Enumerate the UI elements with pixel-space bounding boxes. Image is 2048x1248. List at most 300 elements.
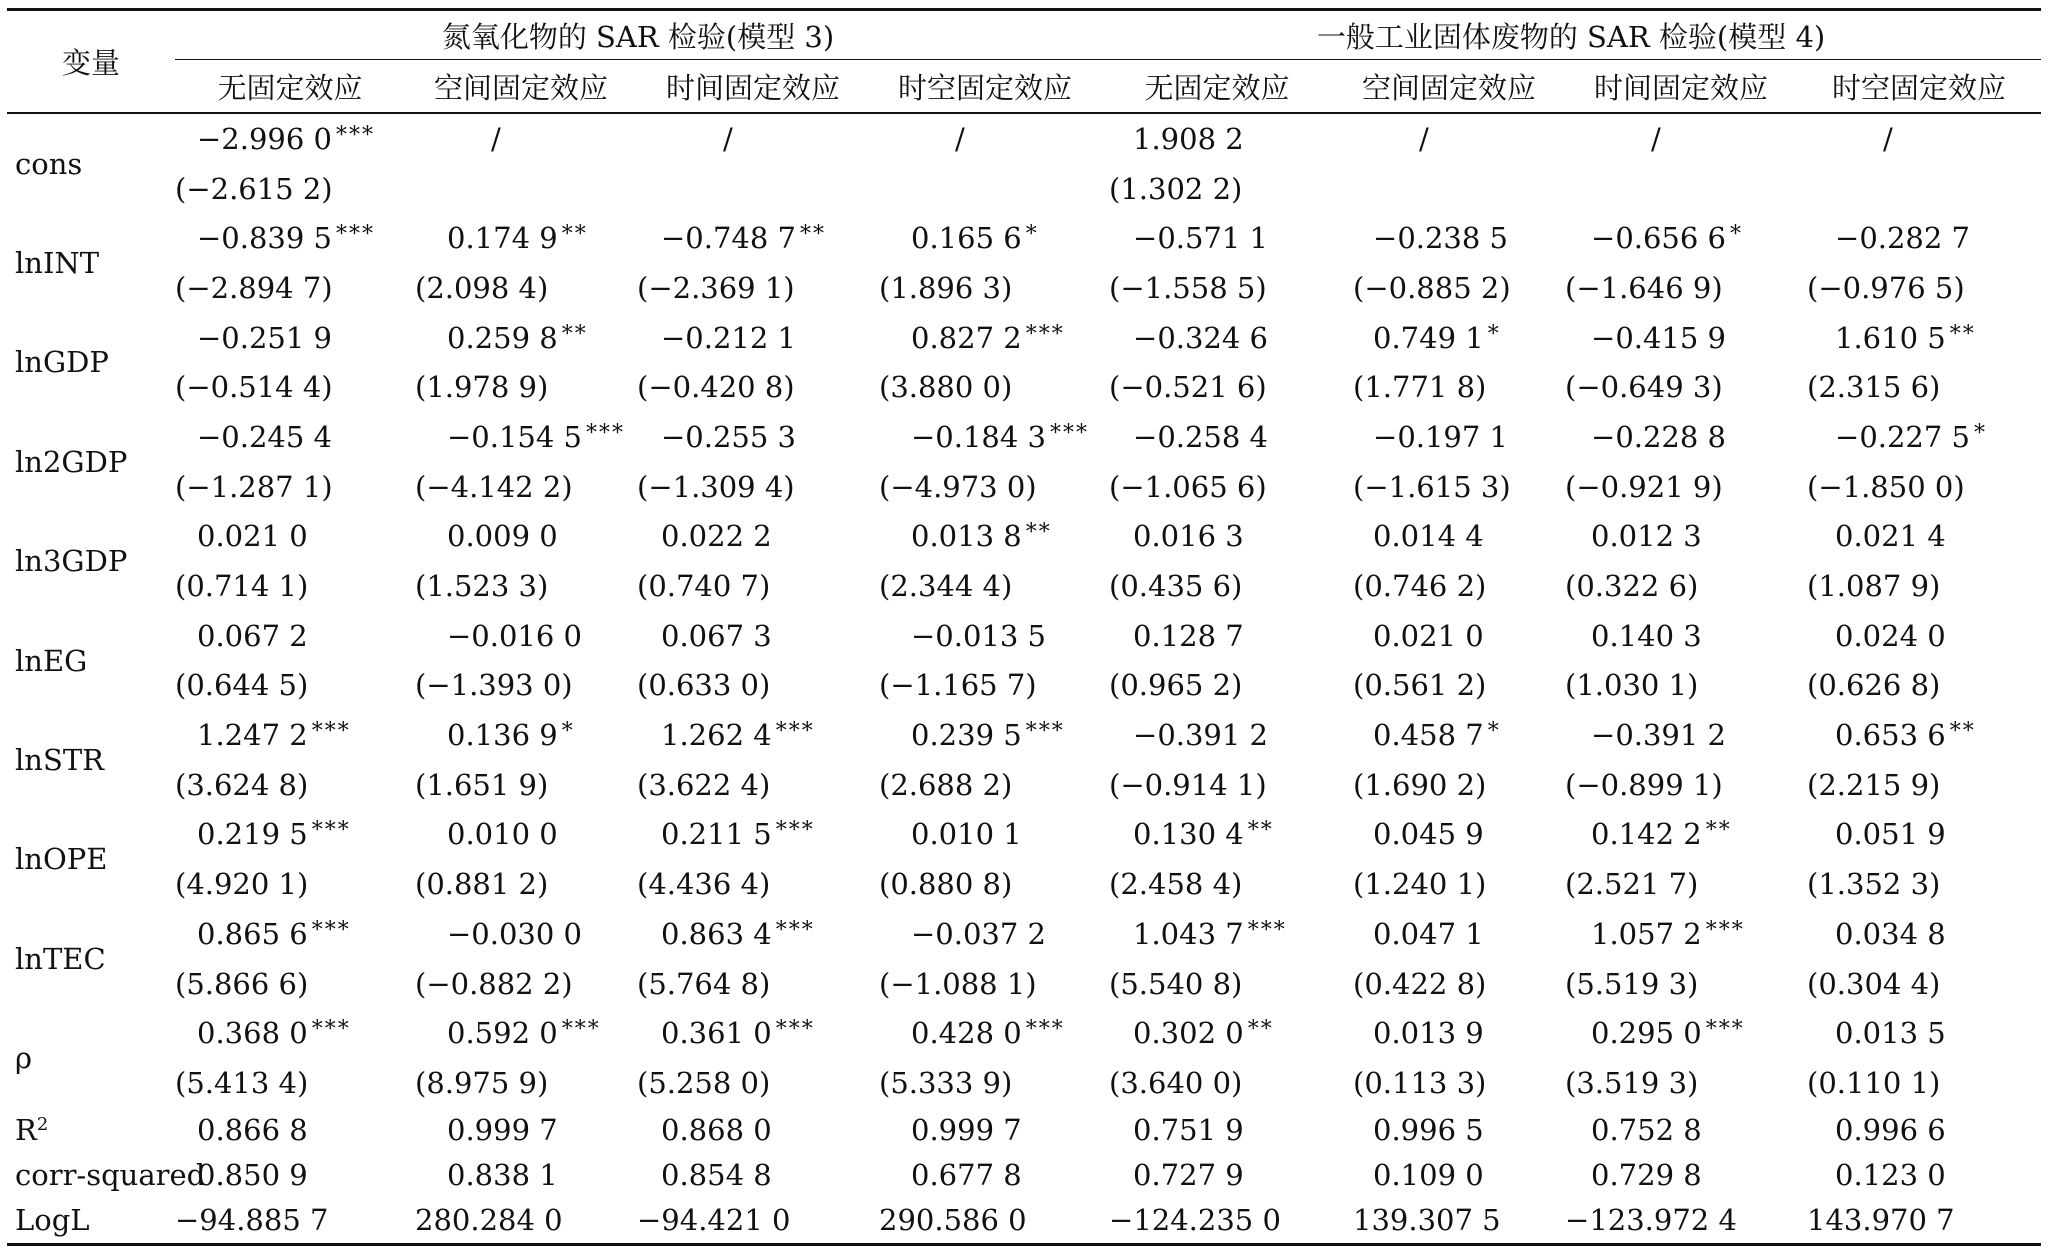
t-stat-cell <box>1101 760 1333 810</box>
significance-stars: *** <box>775 1017 815 1043</box>
t-stat-value: (−0.649 3) <box>1565 370 1723 405</box>
coef-value: −0.228 8 <box>1591 419 1727 454</box>
coef-value: 0.010 0 <box>447 817 558 852</box>
coef-cell <box>869 412 1101 462</box>
row-label: lnOPE <box>15 842 108 877</box>
table-row <box>7 859 2041 909</box>
stat-value: 0.850 9 <box>197 1158 308 1193</box>
stat-value: 0.752 8 <box>1591 1113 1702 1148</box>
stat-value: 0.123 0 <box>1835 1158 1946 1193</box>
stat-value: 0.999 7 <box>447 1113 558 1148</box>
t-stat-cell <box>175 462 405 512</box>
subheader-1: 空间固定效应 <box>433 70 608 105</box>
t-stat-cell <box>1333 959 1565 1009</box>
coef-cell <box>1101 1008 1333 1058</box>
coef-cell <box>869 810 1101 860</box>
significance-stars: *** <box>1025 1017 1065 1043</box>
coef-value: 0.863 4 <box>661 916 772 951</box>
t-stat-value: (4.920 1) <box>175 867 309 902</box>
t-stat-cell <box>637 760 869 810</box>
t-stat-cell <box>405 263 637 313</box>
t-stat-cell <box>1101 859 1333 909</box>
coef-value: 0.239 5 <box>911 718 1022 753</box>
t-stat-cell <box>405 959 637 1009</box>
coef-value: −0.154 5 <box>447 419 582 454</box>
t-stat-value: (1.352 3) <box>1807 867 1941 902</box>
significance-stars: * <box>1974 420 1988 446</box>
coef-cell <box>405 412 637 462</box>
t-stat-value: (−1.088 1) <box>879 966 1037 1001</box>
coef-value: 0.013 5 <box>1835 1016 1946 1051</box>
coef-cell <box>175 113 405 164</box>
stat-value: 143.970 7 <box>1807 1203 1955 1238</box>
t-stat-cell <box>1333 164 1565 214</box>
significance-stars: ** <box>1949 321 1976 347</box>
table-row <box>7 263 2041 313</box>
t-stat-cell <box>869 760 1101 810</box>
coef-value: / <box>1651 121 1661 156</box>
t-stat-cell <box>175 959 405 1009</box>
coef-cell <box>1565 909 1797 959</box>
stat-value: −124.235 0 <box>1109 1203 1281 1238</box>
stat-value: 0.677 8 <box>911 1158 1022 1193</box>
stat-label <box>7 1108 175 1153</box>
coef-value: 0.012 3 <box>1591 519 1702 554</box>
t-stat-value: (0.561 2) <box>1353 668 1487 703</box>
coef-cell <box>175 512 405 562</box>
t-stat-value: (−2.369 1) <box>637 270 795 305</box>
coef-value: −0.030 0 <box>447 916 582 951</box>
coef-cell <box>637 909 869 959</box>
coef-cell <box>1565 710 1797 760</box>
coef-cell <box>175 1008 405 1058</box>
stat-value: 0.866 8 <box>197 1113 308 1148</box>
t-stat-value: (−0.914 1) <box>1109 767 1267 802</box>
significance-stars: *** <box>1025 321 1065 347</box>
t-stat-cell <box>869 164 1101 214</box>
t-stat-cell <box>1101 959 1333 1009</box>
coef-cell <box>1797 810 2041 860</box>
coef-value: 1.247 2 <box>197 718 308 753</box>
stat-value: 0.996 5 <box>1373 1113 1484 1148</box>
coef-value: 0.142 2 <box>1591 817 1702 852</box>
table-row <box>7 313 2041 363</box>
coef-value: −2.996 0 <box>197 121 332 156</box>
coef-value: 0.592 0 <box>447 1016 558 1051</box>
coef-cell <box>1333 213 1565 263</box>
t-stat-cell <box>1565 362 1797 412</box>
subheader-0: 无固定效应 <box>217 70 363 105</box>
t-stat-cell <box>1101 462 1333 512</box>
coef-cell <box>869 213 1101 263</box>
significance-stars: *** <box>775 917 815 943</box>
subheader-5: 空间固定效应 <box>1362 70 1537 105</box>
t-stat-value: (1.523 3) <box>415 569 549 604</box>
coef-value: 0.219 5 <box>197 817 308 852</box>
coef-cell <box>1797 412 2041 462</box>
t-stat-cell <box>637 661 869 711</box>
t-stat-cell <box>869 959 1101 1009</box>
row-label: ln2GDP <box>15 444 128 479</box>
t-stat-value: (0.422 8) <box>1353 966 1487 1001</box>
t-stat-cell <box>1797 263 2041 313</box>
t-stat-value: (2.344 4) <box>879 569 1013 604</box>
t-stat-cell <box>637 859 869 909</box>
row-label: lnTEC <box>15 941 106 976</box>
t-stat-value: (−1.065 6) <box>1109 469 1267 504</box>
coef-cell <box>637 213 869 263</box>
stat-label <box>7 1153 206 1198</box>
t-stat-value: (3.624 8) <box>175 767 309 802</box>
significance-stars: *** <box>311 818 351 844</box>
t-stat-cell <box>869 1058 1101 1108</box>
row-label: lnSTR <box>15 742 104 777</box>
t-stat-value: (−1.646 9) <box>1565 270 1723 305</box>
coef-cell <box>1101 611 1333 661</box>
coef-value: 0.045 9 <box>1373 817 1484 852</box>
coef-value: 0.067 3 <box>661 618 772 653</box>
t-stat-cell <box>1101 362 1333 412</box>
t-stat-value: (1.240 1) <box>1353 867 1487 902</box>
table-row <box>7 412 2041 462</box>
t-stat-value: (−4.973 0) <box>879 469 1037 504</box>
t-stat-value: (0.965 2) <box>1109 668 1243 703</box>
coef-value: 0.130 4 <box>1133 817 1244 852</box>
significance-stars: ** <box>1247 1017 1274 1043</box>
t-stat-value: (0.113 3) <box>1353 1065 1487 1100</box>
table-row <box>7 462 2041 512</box>
t-stat-cell <box>1333 859 1565 909</box>
coef-cell <box>405 313 637 363</box>
coef-value: 0.047 1 <box>1373 916 1484 951</box>
coef-value: 1.057 2 <box>1591 916 1702 951</box>
coef-cell <box>869 909 1101 959</box>
t-stat-value: (−0.521 6) <box>1109 370 1267 405</box>
t-stat-value: (5.519 3) <box>1565 966 1699 1001</box>
coef-cell <box>1101 909 1333 959</box>
t-stat-value: (−0.882 2) <box>415 966 573 1001</box>
stat-value: 0.999 7 <box>911 1113 1022 1148</box>
significance-stars: ** <box>1705 818 1732 844</box>
coef-cell <box>1797 213 2041 263</box>
t-stat-cell <box>637 561 869 611</box>
significance-stars: *** <box>311 917 351 943</box>
coef-value: 1.908 2 <box>1133 121 1244 156</box>
coef-cell <box>1101 412 1333 462</box>
t-stat-cell <box>175 1058 405 1108</box>
t-stat-cell <box>869 362 1101 412</box>
coef-cell <box>637 313 869 363</box>
coef-cell <box>1797 909 2041 959</box>
t-stat-value: (−1.850 0) <box>1807 469 1965 504</box>
coef-cell <box>1101 113 1333 164</box>
t-stat-value: (5.866 6) <box>175 966 309 1001</box>
coef-cell <box>1101 213 1333 263</box>
t-stat-value: (0.881 2) <box>415 867 549 902</box>
t-stat-cell <box>1333 561 1565 611</box>
table-row <box>7 362 2041 412</box>
t-stat-cell <box>1797 164 2041 214</box>
subheader-7: 时空固定效应 <box>1832 70 2007 105</box>
t-stat-cell <box>1797 859 2041 909</box>
t-stat-cell <box>869 661 1101 711</box>
significance-stars: *** <box>311 1017 351 1043</box>
stat-value: 0.854 8 <box>661 1158 772 1193</box>
coef-value: 0.361 0 <box>661 1016 772 1051</box>
t-stat-cell <box>1333 1058 1565 1108</box>
coef-cell <box>637 113 869 164</box>
coef-cell <box>175 810 405 860</box>
t-stat-cell <box>405 1058 637 1108</box>
coef-cell <box>405 213 637 263</box>
coef-cell <box>1565 611 1797 661</box>
t-stat-cell <box>637 959 869 1009</box>
t-stat-cell <box>405 561 637 611</box>
coef-cell <box>405 810 637 860</box>
t-stat-value: (0.880 8) <box>879 867 1013 902</box>
coef-cell <box>1565 113 1797 164</box>
significance-stars: *** <box>561 1017 601 1043</box>
coef-cell <box>1565 213 1797 263</box>
stat-value: −94.885 7 <box>175 1203 329 1238</box>
coef-value: 0.653 6 <box>1835 718 1946 753</box>
t-stat-cell <box>175 661 405 711</box>
coef-value: −0.212 1 <box>661 320 796 355</box>
coef-value: 0.302 0 <box>1133 1016 1244 1051</box>
coef-value: 0.034 8 <box>1835 916 1946 951</box>
t-stat-cell <box>637 164 869 214</box>
significance-stars: *** <box>336 222 375 248</box>
stat-label-text: corr-squared <box>15 1158 206 1193</box>
coef-cell <box>1797 710 2041 760</box>
t-stat-value: (−4.142 2) <box>415 469 573 504</box>
row-label: lnINT <box>15 246 100 281</box>
coef-value: −0.282 7 <box>1835 221 1971 256</box>
t-stat-cell <box>405 760 637 810</box>
coef-value: 0.428 0 <box>911 1016 1022 1051</box>
t-stat-value: (4.436 4) <box>637 867 771 902</box>
coef-value: −0.656 6 <box>1591 221 1727 256</box>
significance-stars: ** <box>1025 520 1052 546</box>
coef-value: −0.227 5 <box>1835 419 1971 454</box>
significance-stars: *** <box>1025 719 1065 745</box>
significance-stars: *** <box>1705 1017 1745 1043</box>
table-row <box>7 561 2041 611</box>
coef-cell <box>1333 810 1565 860</box>
subheader-row <box>7 60 2041 114</box>
t-stat-cell <box>175 164 405 214</box>
coef-cell <box>1101 313 1333 363</box>
stat-value: −94.421 0 <box>637 1203 791 1238</box>
table-row <box>7 611 2041 661</box>
t-stat-cell <box>405 859 637 909</box>
t-stat-cell <box>1565 959 1797 1009</box>
coef-cell <box>175 313 405 363</box>
significance-stars: ** <box>1247 818 1274 844</box>
t-stat-value: (2.521 7) <box>1565 867 1699 902</box>
t-stat-value: (1.030 1) <box>1565 668 1699 703</box>
t-stat-cell <box>1101 164 1333 214</box>
coef-value: / <box>723 121 733 156</box>
subheader-2: 时间固定效应 <box>665 70 840 105</box>
t-stat-value: (3.519 3) <box>1565 1065 1699 1100</box>
t-stat-cell <box>1565 1058 1797 1108</box>
significance-stars: * <box>1487 719 1501 745</box>
t-stat-cell <box>869 561 1101 611</box>
t-stat-cell <box>1565 661 1797 711</box>
table-row <box>7 909 2041 959</box>
t-stat-value: (−1.615 3) <box>1353 469 1511 504</box>
significance-stars: *** <box>1247 917 1287 943</box>
row-label: cons <box>15 146 83 181</box>
coef-value: −0.197 1 <box>1373 419 1509 454</box>
significance-stars: *** <box>1705 917 1745 943</box>
coef-value: −0.238 5 <box>1373 221 1509 256</box>
coef-cell <box>1333 113 1565 164</box>
coef-value: −0.258 4 <box>1133 419 1269 454</box>
table-body <box>7 113 2041 1244</box>
coef-value: −0.016 0 <box>447 618 582 653</box>
coef-cell <box>1333 710 1565 760</box>
t-stat-value: (5.333 9) <box>879 1065 1013 1100</box>
coef-cell <box>637 1008 869 1058</box>
t-stat-value: (1.087 9) <box>1807 569 1941 604</box>
t-stat-value: (8.975 9) <box>415 1065 549 1100</box>
coef-cell <box>637 710 869 760</box>
coef-value: −0.324 6 <box>1133 320 1269 355</box>
coef-cell <box>1565 313 1797 363</box>
coef-value: 0.128 7 <box>1133 618 1244 653</box>
coef-value: 1.043 7 <box>1133 916 1244 951</box>
coef-cell <box>1101 810 1333 860</box>
coef-cell <box>1797 313 2041 363</box>
coef-value: −0.255 3 <box>661 419 796 454</box>
subheader-6: 时间固定效应 <box>1594 70 1769 105</box>
table-row <box>7 760 2041 810</box>
t-stat-value: (1.651 9) <box>415 767 549 802</box>
t-stat-value: (0.110 1) <box>1807 1065 1941 1100</box>
t-stat-value: (−1.309 4) <box>637 469 795 504</box>
stat-value: 290.586 0 <box>879 1203 1027 1238</box>
t-stat-value: (1.690 2) <box>1353 767 1487 802</box>
coef-cell <box>869 313 1101 363</box>
coef-cell <box>175 611 405 661</box>
t-stat-value: (−0.899 1) <box>1565 767 1723 802</box>
coef-value: −0.184 3 <box>911 419 1046 454</box>
t-stat-value: (3.880 0) <box>879 370 1013 405</box>
coef-value: −0.251 9 <box>197 320 332 355</box>
coef-cell <box>1101 512 1333 562</box>
coef-cell <box>405 512 637 562</box>
t-stat-value: (0.714 1) <box>175 569 309 604</box>
coef-cell <box>869 710 1101 760</box>
stat-label-text: R <box>15 1113 37 1148</box>
coef-value: 0.067 2 <box>197 618 308 653</box>
t-stat-cell <box>1797 462 2041 512</box>
coef-cell <box>637 611 869 661</box>
t-stat-value: (−1.287 1) <box>175 469 333 504</box>
t-stat-cell <box>175 760 405 810</box>
t-stat-value: (0.740 7) <box>637 569 771 604</box>
t-stat-cell <box>1797 661 2041 711</box>
t-stat-value: (−0.885 2) <box>1353 270 1511 305</box>
table-row <box>7 113 2041 164</box>
table-row <box>7 810 2041 860</box>
significance-stars: * <box>1730 222 1744 248</box>
table-row <box>7 512 2041 562</box>
t-stat-cell <box>1797 362 2041 412</box>
t-stat-value: (5.413 4) <box>175 1065 309 1100</box>
coef-value: 0.016 3 <box>1133 519 1244 554</box>
coef-value: 0.014 4 <box>1373 519 1484 554</box>
coef-cell <box>175 909 405 959</box>
stat-value: 280.284 0 <box>415 1203 563 1238</box>
t-stat-value: (1.302 2) <box>1109 171 1243 206</box>
t-stat-cell <box>1333 462 1565 512</box>
table-row <box>7 959 2041 1009</box>
coef-cell <box>1565 512 1797 562</box>
coef-value: 0.021 0 <box>1373 618 1484 653</box>
coef-value: 0.165 6 <box>911 221 1022 256</box>
t-stat-value: (−1.558 5) <box>1109 270 1267 305</box>
coef-value: 0.458 7 <box>1373 718 1484 753</box>
coef-value: / <box>491 121 501 156</box>
t-stat-value: (1.771 8) <box>1353 370 1487 405</box>
significance-stars: ** <box>561 321 588 347</box>
t-stat-cell <box>1797 959 2041 1009</box>
coef-cell <box>1333 313 1565 363</box>
t-stat-value: (2.215 9) <box>1807 767 1941 802</box>
t-stat-value: (−0.921 9) <box>1565 469 1723 504</box>
table-row <box>7 1008 2041 1058</box>
coef-value: 0.827 2 <box>911 320 1022 355</box>
t-stat-value: (−1.165 7) <box>879 668 1037 703</box>
stat-value: −123.972 4 <box>1565 1203 1737 1238</box>
coef-value: 0.013 8 <box>911 519 1022 554</box>
coef-value: 0.174 9 <box>447 221 558 256</box>
coef-value: 0.368 0 <box>197 1016 308 1051</box>
coef-cell <box>1565 1008 1797 1058</box>
t-stat-cell <box>637 1058 869 1108</box>
t-stat-cell <box>1101 263 1333 313</box>
stat-value: 0.868 0 <box>661 1113 772 1148</box>
coef-cell <box>637 412 869 462</box>
row-label: lnEG <box>15 643 88 678</box>
table-row <box>7 213 2041 263</box>
coef-cell <box>1333 412 1565 462</box>
coef-value: −0.748 7 <box>661 221 796 256</box>
significance-stars: *** <box>1050 420 1089 446</box>
stat-value: 0.729 8 <box>1591 1158 1702 1193</box>
significance-stars: *** <box>311 719 351 745</box>
significance-stars: ** <box>800 222 826 248</box>
table-row <box>7 164 2041 214</box>
t-stat-value: (−0.514 4) <box>175 370 333 405</box>
stat-value: 0.751 9 <box>1133 1113 1244 1148</box>
coef-value: 0.009 0 <box>447 519 558 554</box>
t-stat-cell <box>1565 263 1797 313</box>
coef-value: 0.295 0 <box>1591 1016 1702 1051</box>
significance-stars: *** <box>775 719 815 745</box>
coef-value: 0.021 4 <box>1835 519 1946 554</box>
t-stat-cell <box>637 263 869 313</box>
t-stat-value: (−1.393 0) <box>415 668 573 703</box>
t-stat-cell <box>637 462 869 512</box>
t-stat-value: (1.978 9) <box>415 370 549 405</box>
stat-label <box>7 1198 175 1245</box>
coef-value: 0.140 3 <box>1591 618 1702 653</box>
coef-cell <box>405 909 637 959</box>
